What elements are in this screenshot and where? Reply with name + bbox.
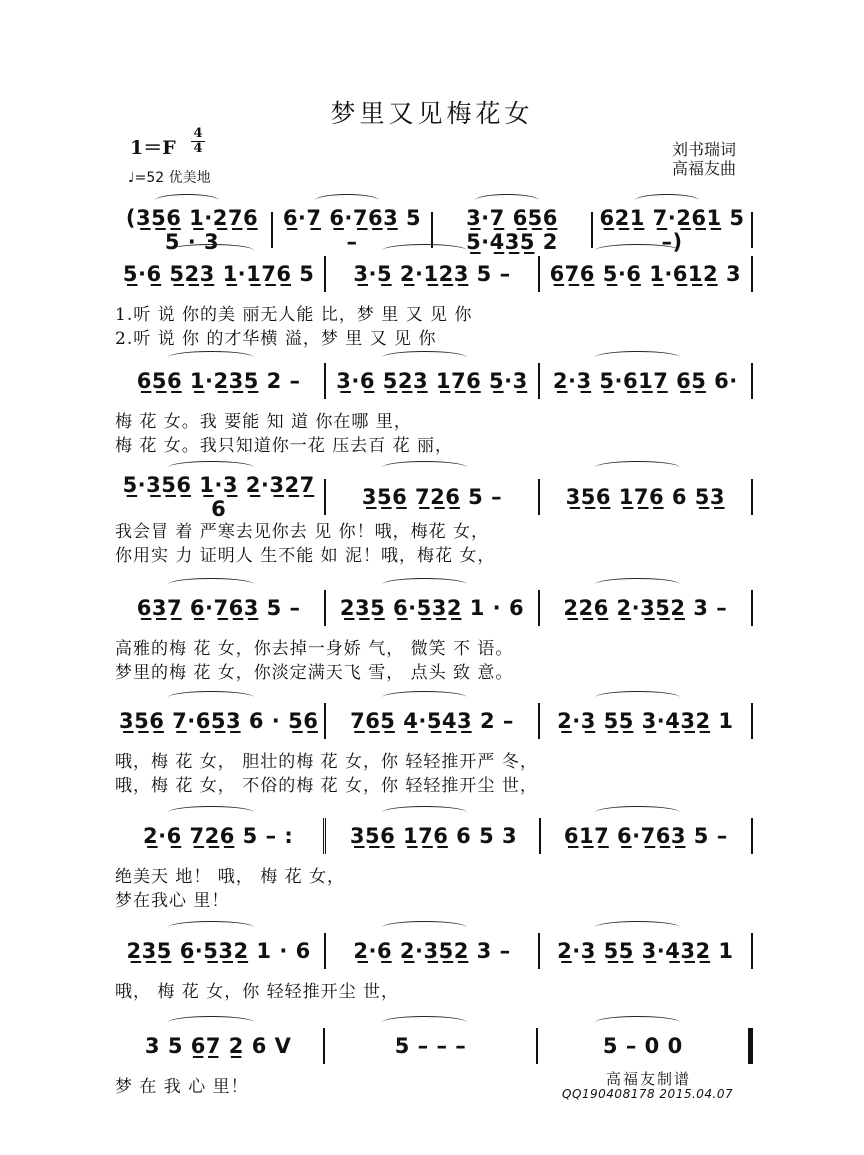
lyric-line: 梦里的梅 花 女，你淡定满天飞 雪， 点头 致 意。 (115, 663, 514, 683)
slur-mark (168, 244, 253, 257)
score-system (115, 915, 755, 1002)
barline (751, 363, 753, 399)
notation-line (115, 818, 755, 854)
lyric-line: 哦， 梅 花 女，你 轻轻推开尘 世， (115, 982, 400, 1002)
measure: 6̲5̲6̲ 1̲·2̲3̲5̲ 2 – (136, 369, 301, 393)
barline (323, 1028, 325, 1064)
measure: 5 – 0 0 (602, 1034, 683, 1058)
barline (324, 256, 326, 292)
measure: 3̲5̲6̲ 1̲7̲6̲ 6 5 3 (349, 824, 518, 848)
barline (751, 256, 753, 292)
barline (324, 363, 326, 399)
lyric-line: 哦，梅 花 女， 不俗的梅 花 女，你 轻轻推开尘 世， (115, 776, 538, 796)
slur-mark (595, 921, 680, 934)
composer-credit: 高福友曲 (672, 159, 737, 178)
song-title: 梦里又见梅花女 (330, 99, 534, 128)
measure: 2̲·3̲ 5̲·6̲1̲7̲ 6̲5̲ 6· (552, 369, 738, 393)
slur-mark (595, 351, 680, 364)
slur-mark (382, 244, 467, 257)
slur-mark (382, 461, 467, 474)
slur-mark (382, 351, 467, 364)
measure: 3 5 6̲7̲ 2̲ 6 V (144, 1034, 292, 1058)
time-signature-top: 4 (193, 126, 203, 141)
measure: 2̲2̲6̲ 2̲·3̲5̲2̲ 3 – (563, 596, 728, 620)
slur-mark (168, 578, 253, 591)
lyric-line: 高雅的梅 花 女，你去掉一身娇 气， 微笑 不 语。 (115, 639, 514, 659)
final-barline (748, 1028, 753, 1064)
measure: 7̲6̲5̲ 4̲·5̲4̲3̲ 2 – (350, 709, 514, 733)
notation-line (115, 703, 755, 739)
measure: 2̲·3̲ 5̲5̲ 3̲·4̲3̲2̲ 1 (557, 939, 734, 963)
slur-mark (382, 578, 467, 591)
barline (539, 818, 541, 854)
contact-date: QQ190408178 2015.04.07 (562, 1087, 734, 1101)
lyric-line: 我会冒 着 严寒去见你去 见 你！哦，梅花 女， (115, 522, 490, 542)
slur-mark (168, 461, 253, 474)
lyric-line: 梦在我心 里！ (115, 891, 230, 911)
slur-mark (595, 1016, 680, 1029)
measure: 2̲·3̲ 5̲5̲ 3̲·4̲3̲2̲ 1 (557, 709, 734, 733)
measure: 3̲·7̲ 6̲5̲6̲ 5̲·4̲3̲5̲ 2 (466, 206, 558, 254)
lyric-line: 梅 花 女。我 要能 知 道 你在哪 里， (115, 412, 412, 432)
slur-mark (168, 691, 253, 704)
barline (538, 933, 540, 969)
lyric-line: 绝美天 地！ 哦， 梅 花 女， (115, 867, 346, 887)
barline (324, 479, 326, 515)
measure: 2̲·6̲ 2̲·3̲5̲2̲ 3 – (353, 939, 511, 963)
measure: 5̲·6̲ 5̲2̲3̲ 1̲·1̲7̲6̲ 5 (122, 262, 315, 286)
score-system (115, 238, 755, 349)
barline (538, 703, 540, 739)
score-system (115, 572, 755, 683)
lyric-line: 哦，梅 花 女， 胆壮的梅 花 女，你 轻轻推开严 冬， (115, 752, 538, 772)
notation-line (115, 1028, 755, 1064)
notation-line (115, 933, 755, 969)
score-system (115, 800, 755, 911)
slur-mark (382, 1016, 467, 1029)
slur-mark (382, 806, 467, 819)
slur-mark (155, 194, 219, 207)
barline (324, 703, 326, 739)
slur-mark (382, 921, 467, 934)
slur-mark (595, 578, 680, 591)
measure: 2̲3̲5̲ 6̲·5̲3̲2̲ 1 · 6 (339, 596, 525, 620)
measure: 6̲3̲7̲ 6̲·7̲6̲3̲ 5 – (136, 596, 301, 620)
slur-mark (595, 244, 680, 257)
measure: 6̲1̲7̲ 6̲·7̲6̲3̲ 5 – (563, 824, 728, 848)
barline (751, 479, 753, 515)
measure: 2̲3̲5̲ 6̲·5̲3̲2̲ 1 · 6 (126, 939, 311, 963)
measure: (3̲5̲6̲ 1̲·2̲7̲6̲ 5 · 3 (125, 206, 259, 254)
measure: 3̲·5̲ 2̲·1̲2̲3̲ 5 – (353, 262, 511, 286)
barline (538, 363, 540, 399)
tempo-marking: ♩=52 优美地 (128, 170, 211, 186)
slur-mark (168, 806, 253, 819)
barline (538, 256, 540, 292)
notation-line (115, 363, 755, 399)
barline (323, 818, 328, 854)
lyricist-credit: 刘书瑞词 (672, 140, 737, 159)
barline (536, 1028, 538, 1064)
slur-mark (315, 194, 379, 207)
barline (538, 479, 540, 515)
measure: 3̲5̲6̲ 7̲2̲6̲ 5 – (361, 485, 503, 509)
barline (751, 590, 753, 626)
barline (324, 933, 326, 969)
measure: 3̲5̲6̲ 1̲7̲6̲ 6 5̲3̲ (565, 485, 726, 509)
lyric-line: 1.听 说 你的美 丽无人能 比，梦 里 又 见 你 (115, 305, 473, 325)
barline (538, 590, 540, 626)
notation-line (115, 473, 755, 521)
score-system (115, 455, 755, 566)
time-signature (190, 127, 206, 156)
measure: 3̲·6̲ 5̲2̲3̲ 1̲7̲6̲ 5̲·3̲ (336, 369, 528, 393)
key-signature: 1＝F (130, 137, 176, 159)
score-system (115, 685, 755, 796)
score-system (115, 345, 755, 456)
measure: 2̲·6̲ 7̲2̲6̲ 5 – : (143, 824, 294, 848)
notation-line (115, 256, 755, 292)
measure: 6̲2̲1̲ 7̲·2̲6̲1̲ 5 –) (599, 206, 745, 254)
measure: 6̲7̲6̲ 5̲·6̲ 1̲·6̲1̲2̲ 3 (549, 262, 742, 286)
measure: 5 – – – (394, 1034, 467, 1058)
lyric-line: 梦 在 我 心 里！ (115, 1077, 249, 1097)
barline (751, 818, 753, 854)
slur-mark (595, 806, 680, 819)
slur-mark (475, 194, 539, 207)
slur-mark (595, 691, 680, 704)
arranger-credit: 高福友制谱 (606, 1070, 692, 1088)
slur-mark (168, 1016, 253, 1029)
notation-line (115, 590, 755, 626)
slur-mark (595, 461, 680, 474)
slur-mark (382, 691, 467, 704)
lyric-line: 你用实 力 证明人 生不能 如 泥！哦，梅花 女， (115, 546, 496, 566)
barline (751, 703, 753, 739)
barline (324, 590, 326, 626)
measure: 3̲5̲6̲ 7̲·6̲5̲3̲ 6 · 5̲6̲ (119, 709, 319, 733)
slur-mark (168, 351, 253, 364)
lyric-line: 2.听 说 你 的才华横 溢，梦 里 又 见 你 (115, 329, 437, 349)
slur-mark (635, 194, 699, 207)
measure: 5̲·3̲5̲6̲ 1̲·3̲ 2̲·3̲2̲7̲ 6 (122, 473, 315, 521)
barline (751, 933, 753, 969)
time-signature-bottom: 4 (193, 141, 203, 156)
lyric-line: 梅 花 女。我只知道你一花 压去百 花 丽， (115, 436, 454, 456)
slur-mark (168, 921, 253, 934)
measure: 6̲·7̲ 6̲·7̲6̲3̲ 5 – (282, 206, 422, 254)
